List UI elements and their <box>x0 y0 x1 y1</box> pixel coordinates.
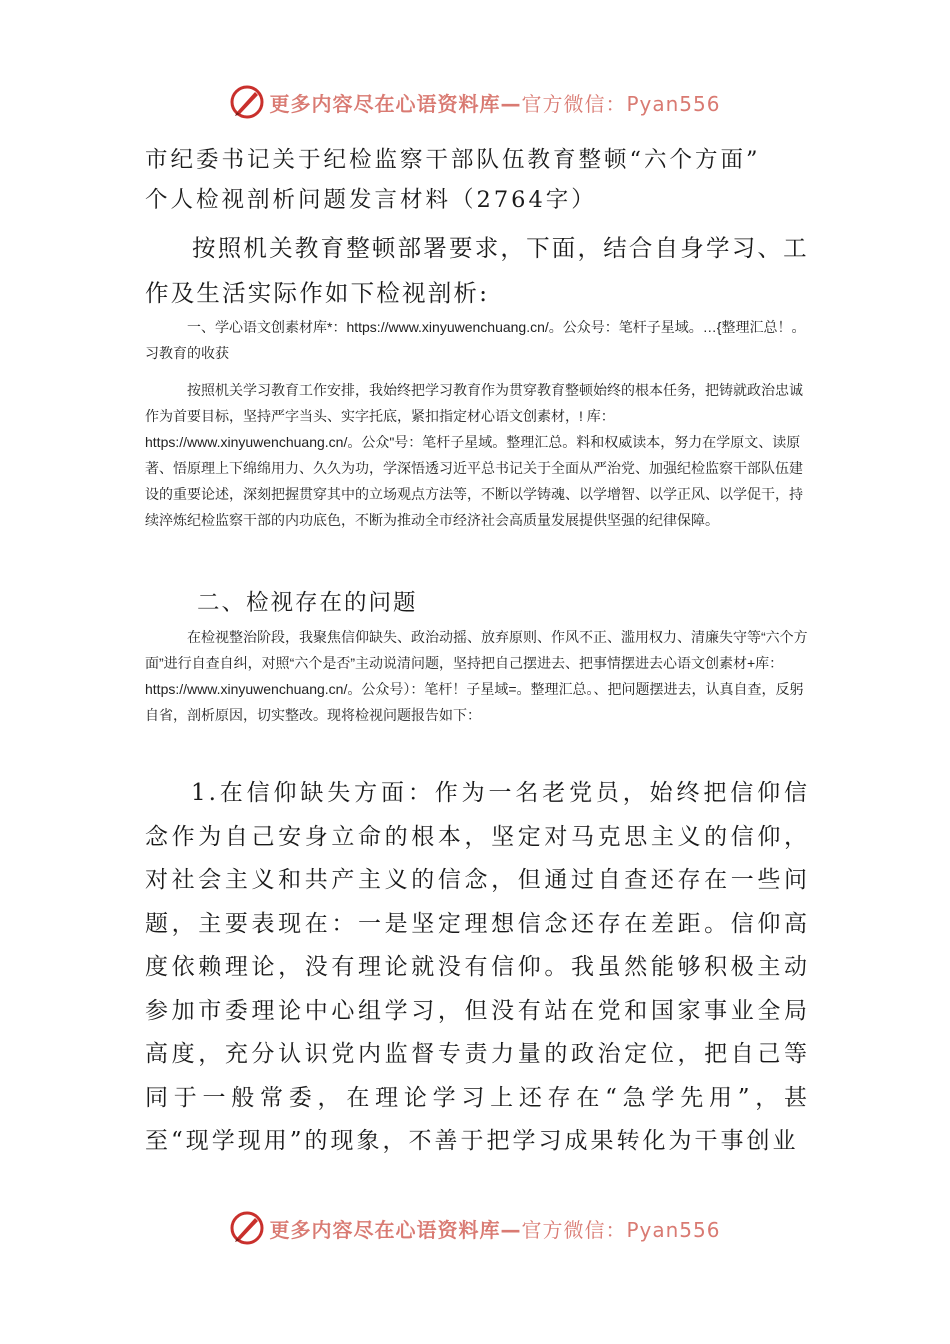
section-1-body-text: 按照机关学习教育工作安排，我始终把学习教育作为贯穿教育整顿始终的根本任务，把铸就政治忠诚作为首要目标，坚持严字当头、实字托底，紧扣指定材心语文创素材，! 库：https://www.xinyuwenchuang.cn/。公众"号：笔杆子星域。整理汇总。料和权威读本，努力在学原文、读原著、悟原理上下绵绵用力、久久为功，学深悟透习近平总书记关于全面从严治党、加强纪检监察干部队伍建设的重要论述，深刻把握贯穿其中的立场观点方法等，不断以学铸魂、以学增智、以学正风、以学促干，持续淬炼纪检监察干部的内功底色，不断为推动全市经济社会高质量发展提供坚强的纪律保障。 <box>145 382 803 528</box>
pen-in-circle-logo-icon <box>229 84 265 120</box>
section-1-heading <box>145 314 810 366</box>
banner-dash: — <box>500 1217 522 1242</box>
title-line-1: 市纪委书记关于纪检监察干部队伍教育整顿“六个方面” <box>145 147 761 173</box>
banner-main-text: 更多内容尽在心语资料库 <box>269 1217 501 1242</box>
section-2-heading-text: 二、检视存在的问题 <box>197 590 418 616</box>
section-2-body-text: 在检视整治阶段，我聚焦信仰缺失、政治动摇、放弃原则、作风不正、滥用权力、清廉失守等“六个方面”进行自查自纠，对照“六个是否”主动说清问题，坚持把自己摆进去、把事情摆进去心语文创素材+库：https://www.xinyuwenchuang.cn/。公众号）：笔杆！子星域=。整理汇总。、把问题摆进去，认真自查，反躬自省，剖析原因，切实整改。现将检视问题报告如下： <box>145 629 808 723</box>
pen-in-circle-logo-icon <box>229 1210 265 1246</box>
banner-dash: — <box>500 91 522 116</box>
intro-paragraph <box>145 226 810 316</box>
banner-wechat-text: 官方微信：Pyan556 <box>521 1217 721 1242</box>
document-title <box>145 140 810 220</box>
title-line-2: 个人检视剖析问题发言材料（2764字） <box>145 187 597 213</box>
point-1-text: 1.在信仰缺失方面：作为一名老党员，始终把信仰信念作为自己安身立命的根本，坚定对马克思主义的信仰，对社会主义和共产主义的信念，但通过自查还存在一些问题，主要表现在：一是坚定理想信念还存在差距。信仰高度依赖理论，没有理论就没有信仰。我虽然能够积极主动参加市委理论中心组学习，但没有站在党和国家事业全局高度，充分认识党内监督专责力量的政治定位，把自己等同于一般常委，在理论学习上还存在“急学先用”，甚至“现学现用”的现象，不善于把学习成果转化为干事创业 <box>145 780 810 1154</box>
banner-wechat-text: 官方微信：Pyan556 <box>521 91 721 116</box>
section-1-body <box>145 377 810 533</box>
section-2-heading <box>145 582 810 624</box>
point-1-paragraph <box>145 772 810 1164</box>
footer-banner <box>0 1208 950 1248</box>
banner-main-text: 更多内容尽在心语资料库 <box>269 91 501 116</box>
banner-text <box>269 1214 720 1243</box>
section-1-heading-text: 一、学心语文创素材库*：https://www.xinyuwenchuang.cn/。公众号：笔杆子星域。…{整理汇总！。习教育的收获 <box>145 319 806 361</box>
banner-text <box>269 88 720 117</box>
header-banner <box>0 82 950 122</box>
intro-text: 按照机关教育整顿部署要求，下面，结合自身学习、工作及生活实际作如下检视剖析: <box>145 234 809 307</box>
section-2-body <box>145 624 810 728</box>
